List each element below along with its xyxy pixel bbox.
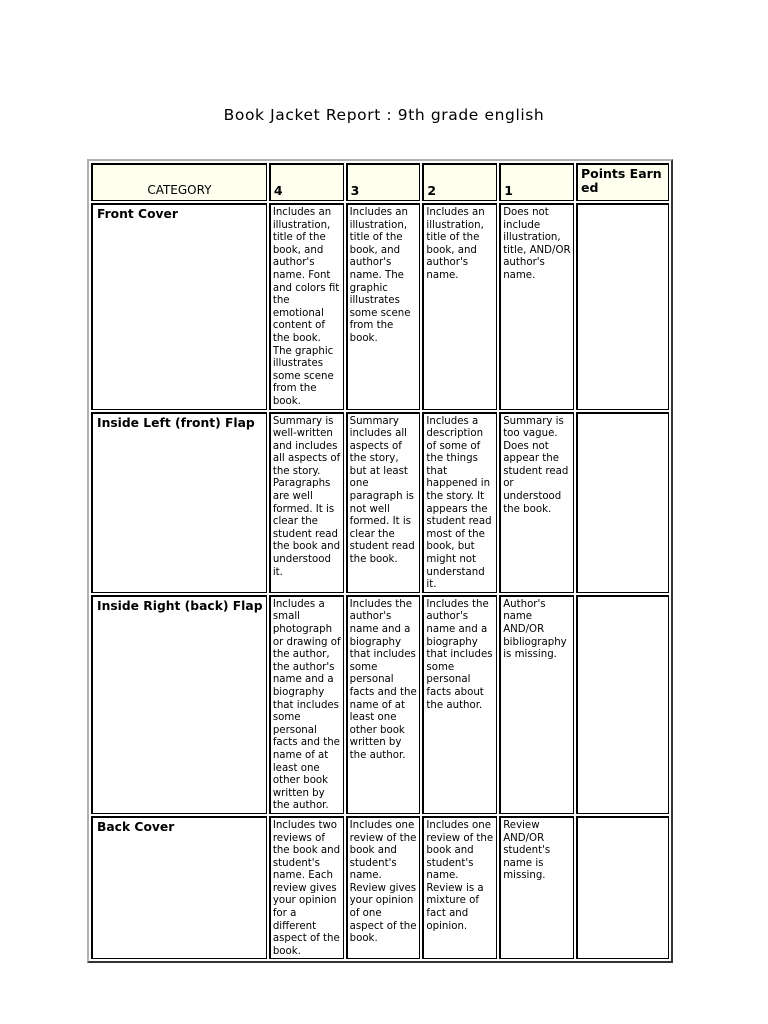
- score-1-cell: Does not include illustration, title, AND/OR author's name.: [499, 203, 574, 410]
- score-3-cell: Includes one review of the book and student's name. Review gives your opinion of one aspect of the book.: [346, 816, 421, 960]
- table-row: [91, 816, 669, 960]
- header-score-2: 2: [422, 163, 497, 201]
- points-earned-cell: [576, 816, 669, 960]
- score-4-cell: Includes two reviews of the book and student's name. Each review gives your opinion for a different aspect of the book.: [269, 816, 344, 960]
- table-header-row: [91, 163, 669, 201]
- score-4-cell: Summary is well-written and includes all aspects of the story. Paragraphs are well formed. It is clear the student read the book and understood it.: [269, 412, 344, 593]
- header-score-4: 4: [269, 163, 344, 201]
- header-score-3: 3: [346, 163, 421, 201]
- header-points-earned: Points Earned: [576, 163, 669, 201]
- table-row: [91, 203, 669, 410]
- score-2-cell: Includes the author's name and a biography that includes some personal facts about the author.: [422, 595, 497, 814]
- table-row: [91, 595, 669, 814]
- score-4-cell: Includes an illustration, title of the book, and author's name. Font and colors fit the emotional content of the book. The graphic illustrates some scene from the book.: [269, 203, 344, 410]
- score-2-cell: Includes one review of the book and student's name. Review is a mixture of fact and opinion.: [422, 816, 497, 960]
- category-cell: Front Cover: [91, 203, 267, 410]
- points-earned-cell: [576, 595, 669, 814]
- score-4-cell: Includes a small photograph or drawing of the author, the author's name and a biography that includes some personal facts and the name of at least one other book written by the author.: [269, 595, 344, 814]
- page-title: Book Jacket Report : 9th grade english: [223, 106, 545, 124]
- header-score-1: 1: [499, 163, 574, 201]
- score-1-cell: Summary is too vague. Does not appear the student read or understood the book.: [499, 412, 574, 593]
- points-earned-cell: [576, 412, 669, 593]
- category-cell: Inside Right (back) Flap: [91, 595, 267, 814]
- rubric-table: [87, 159, 673, 963]
- points-earned-cell: [576, 203, 669, 410]
- header-category: CATEGORY: [91, 163, 267, 201]
- score-3-cell: Includes an illustration, title of the book, and author's name. The graphic illustrates some scene from the book.: [346, 203, 421, 410]
- category-cell: Inside Left (front) Flap: [91, 412, 267, 593]
- score-1-cell: Author's name AND/OR bibliography is missing.: [499, 595, 574, 814]
- score-2-cell: Includes a description of some of the things that happened in the story. It appears the student read most of the book, but might not understand it.: [422, 412, 497, 593]
- score-3-cell: Summary includes all aspects of the story, but at least one paragraph is not well formed. It is clear the student read the book.: [346, 412, 421, 593]
- table-row: [91, 412, 669, 593]
- score-2-cell: Includes an illustration, title of the book, and author's name.: [422, 203, 497, 410]
- score-1-cell: Review AND/OR student's name is missing.: [499, 816, 574, 960]
- score-3-cell: Includes the author's name and a biography that includes some personal facts and the name of at least one other book written by the author.: [346, 595, 421, 814]
- category-cell: Back Cover: [91, 816, 267, 960]
